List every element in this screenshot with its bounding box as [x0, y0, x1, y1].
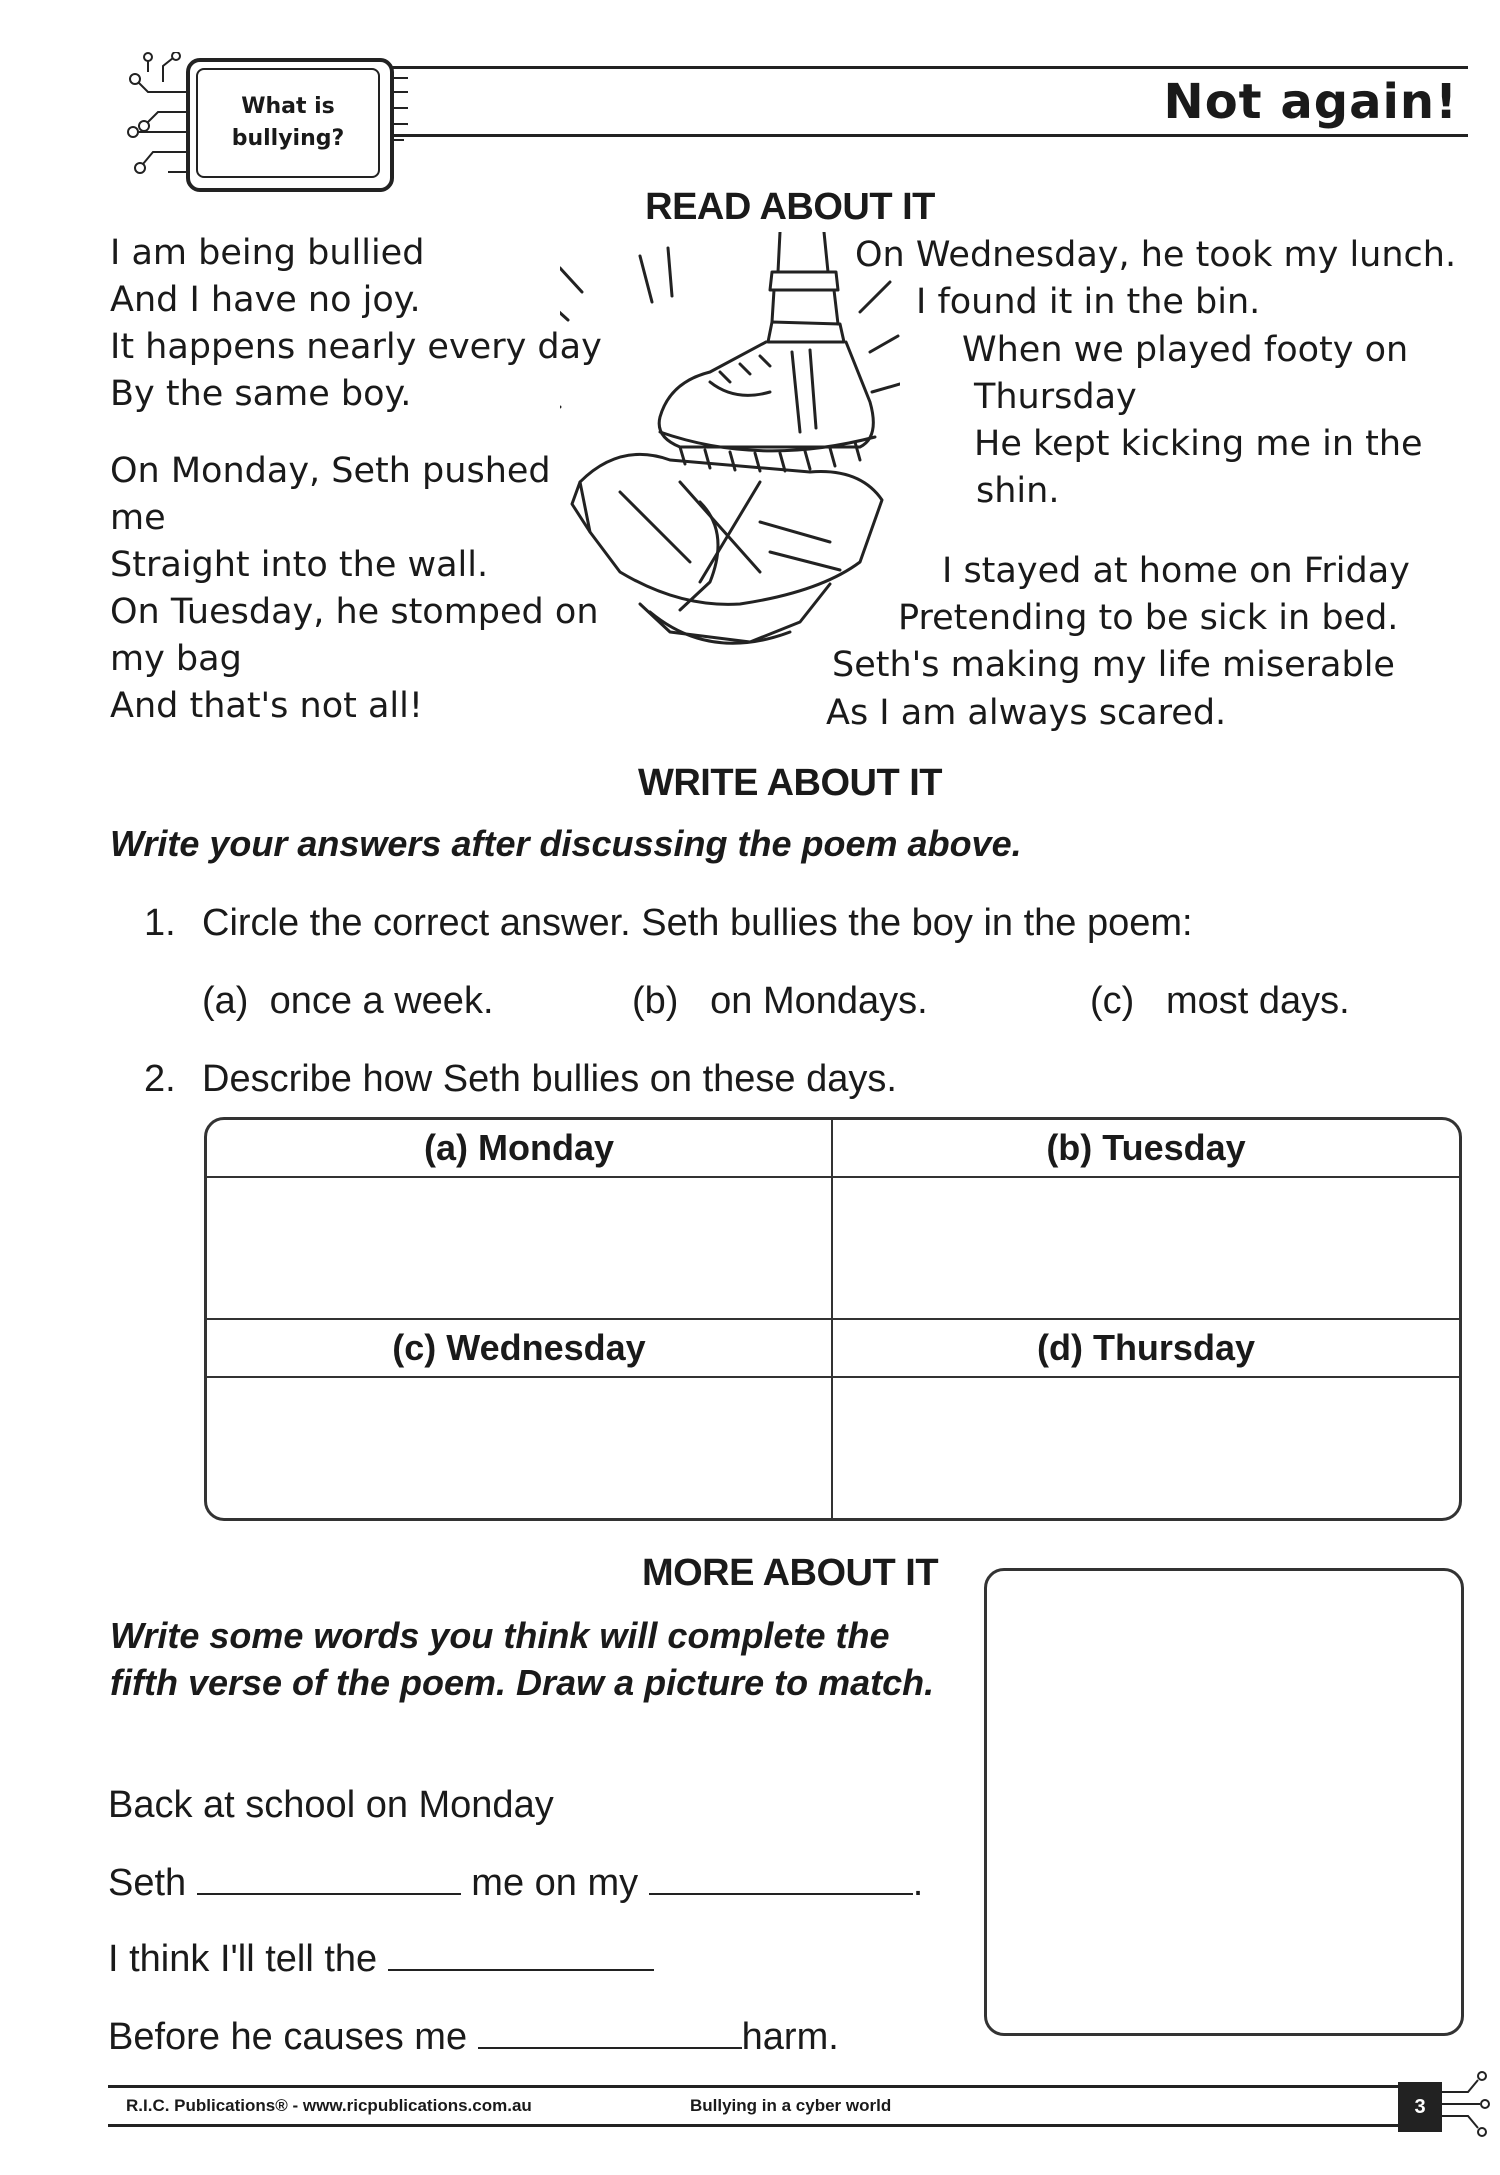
question-1-number: 1.: [144, 902, 176, 944]
question-1-text: Circle the correct answer. Seth bullies the boy in the poem:: [202, 902, 1193, 944]
verse-line-1: Back at school on Monday: [108, 1784, 554, 1826]
boot-stomping-bag-illustration: [560, 232, 900, 672]
poem-line: my bag: [110, 639, 242, 679]
option-b[interactable]: (b) on Mondays.: [632, 980, 928, 1022]
blank-person[interactable]: [388, 1969, 654, 1971]
question-2-number: 2.: [144, 1058, 176, 1100]
footer-circuit-icon: [1440, 2070, 1495, 2140]
poem-line: shin.: [976, 471, 1060, 511]
day-header-wednesday: (c) Wednesday: [207, 1320, 833, 1378]
day-header-monday: (a) Monday: [207, 1120, 833, 1178]
poem-line: On Wednesday, he took my lunch.: [855, 235, 1457, 275]
poem-line: By the same boy.: [110, 374, 412, 414]
more-instruction: Write some words you think will complete the fifth verse of the poem. Draw a picture to match.: [110, 1615, 935, 1703]
day-header-thursday: (d) Thursday: [833, 1320, 1459, 1378]
footer-publisher: R.I.C. Publications® - www.ricpublications.com.au: [126, 2096, 532, 2115]
blank-adjective[interactable]: [478, 2047, 742, 2049]
write-heading: WRITE ABOUT IT: [638, 762, 942, 804]
verse-line-3: I think I'll tell the: [108, 1938, 654, 1981]
footer-book-title: Bullying in a cyber world: [690, 2096, 892, 2115]
poem-line: As I am always scared.: [826, 693, 1227, 733]
poem-line: And that's not all!: [110, 686, 423, 726]
blank-object[interactable]: [649, 1893, 913, 1895]
option-a[interactable]: (a) once a week.: [202, 980, 494, 1022]
poem-line: On Tuesday, he stomped on: [110, 592, 599, 632]
answer-cell-thursday[interactable]: [833, 1378, 1459, 1518]
option-c[interactable]: (c) most days.: [1090, 980, 1350, 1022]
poem-line: And I have no joy.: [110, 280, 421, 320]
topic-badge-label: What is bullying?: [196, 68, 380, 178]
page-title: Not again!: [1163, 74, 1458, 130]
page-number: 3: [1398, 2082, 1442, 2132]
write-instruction: Write your answers after discussing the poem above.: [110, 823, 1022, 864]
drawing-box[interactable]: [984, 1568, 1464, 2036]
poem-line: I found it in the bin.: [916, 282, 1261, 322]
days-answer-table: [204, 1117, 1462, 1521]
poem-line: I stayed at home on Friday: [942, 551, 1410, 591]
poem-line: me: [110, 498, 166, 538]
question-2-text: Describe how Seth bullies on these days.: [202, 1058, 897, 1100]
footer-rule-top: [108, 2085, 1398, 2088]
poem-line: Pretending to be sick in bed.: [898, 598, 1399, 638]
answer-cell-tuesday[interactable]: [833, 1178, 1459, 1320]
poem-line: I am being bullied: [110, 233, 425, 273]
more-heading: MORE ABOUT IT: [641, 1552, 939, 1594]
verse-line-4: Before he causes me harm.: [108, 2016, 839, 2058]
verse-line-2: Seth me on my .: [108, 1862, 924, 1904]
day-header-tuesday: (b) Tuesday: [833, 1120, 1459, 1178]
poem-line: On Monday, Seth pushed: [110, 451, 551, 491]
read-heading: READ ABOUT IT: [645, 186, 935, 228]
footer-rule-bottom: [108, 2124, 1398, 2127]
poem-line: He kept kicking me in the: [974, 424, 1423, 464]
answer-cell-monday[interactable]: [207, 1178, 833, 1320]
poem-line: Straight into the wall.: [110, 545, 489, 585]
blank-verb[interactable]: [197, 1893, 461, 1895]
poem-line: Seth's making my life miserable: [832, 645, 1395, 685]
poem-line: It happens nearly every day: [110, 327, 602, 367]
poem-line: Thursday: [974, 377, 1137, 417]
answer-cell-wednesday[interactable]: [207, 1378, 833, 1518]
poem-line: When we played footy on: [962, 330, 1409, 370]
